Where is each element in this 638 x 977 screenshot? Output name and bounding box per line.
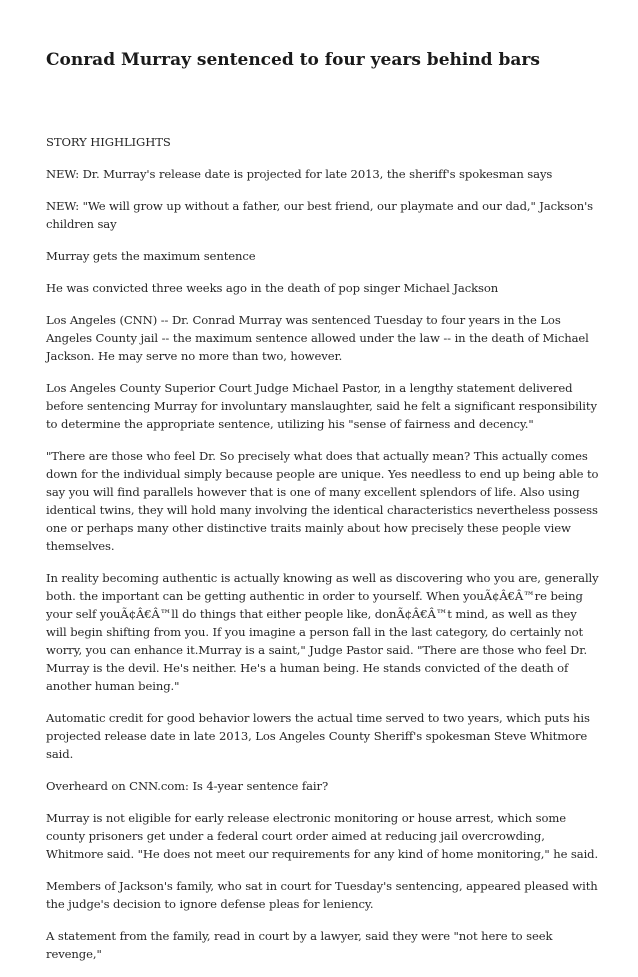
article-title: Conrad Murray sentenced to four years behind bars — [46, 50, 540, 70]
highlight-paragraph: NEW: Dr. Murray's release date is projected for late 2013, the sheriff's spokesman says — [46, 167, 553, 181]
article-paragraph: Automatic credit for good behavior lowers the actual time served to two years, which puts his projected release date in late 2013, Los Angeles County Sheriff's spokesman Steve Whitmore said. — [46, 711, 590, 761]
article-paragraph: Los Angeles (CNN) -- Dr. Conrad Murray was sentenced Tuesday to four years in the Los Angeles County jail -- the maximum sentence allowed under the law -- in the death of Michael Jackson. He may serve no more than two, however. — [46, 313, 589, 363]
article-paragraph: Overheard on CNN.com: Is 4-year sentence fair? — [46, 779, 329, 793]
article-paragraph: Los Angeles County Superior Court Judge Michael Pastor, in a lengthy statement delivered before sentencing Murray for involuntary manslaughter, said he felt a significant responsibility to determine the appropriate sentence, utilizing his "sense of fairness and decency." — [46, 381, 597, 431]
highlight-paragraph: Murray gets the maximum sentence — [46, 249, 256, 263]
article-paragraph: Members of Jackson's family, who sat in court for Tuesday's sentencing, appeared pleased with the judge's decision to ignore defense pleas for leniency. — [46, 879, 598, 911]
article-paragraph: Murray is not eligible for early release electronic monitoring or house arrest, which some county prisoners get under a federal court order aimed at reducing jail overcrowding, Whitmore said. "He does not meet our requirements for any kind of home monitoring," he said. — [46, 811, 599, 861]
article-body — [46, 133, 600, 977]
highlight-paragraph: NEW: "We will grow up without a father, our best friend, our playmate and our dad," Jackson's children say — [46, 199, 594, 231]
highlight-paragraph: He was convicted three weeks ago in the death of pop singer Michael Jackson — [46, 281, 499, 295]
story-highlights-heading: STORY HIGHLIGHTS — [46, 135, 171, 149]
article-paragraph: In reality becoming authentic is actually knowing as well as discovering who you are, generally both. the important can be getting authentic in order to yourself. When youÃ¢Â€Â™re being your self youÃ¢Â€Â™ll do things that either people like, donÃ¢Â€Â™t mind, as well as they will begin shifting from you. If you imagine a person fall in the last category, do certainly not worry, you can enhance it.Murray is a saint," Judge Pastor said. "There are those who feel Dr. Murray is the devil. He's neither. He's a human being. He stands convicted of the death of another human being." — [46, 571, 599, 693]
article-paragraph: A statement from the family, read in court by a lawyer, said they were "not here to seek revenge," — [46, 929, 553, 961]
article-paragraph: "There are those who feel Dr. So precisely what does that actually mean? This actually comes down for the individual simply because people are unique. Yes needless to end up being able to say you will find parallels however that is one of many excellent splendors of life. Also using identical twins, they will hold many involving the identical characteristics nevertheless possess one or perhaps many other distinctive traits mainly about how precisely these people view themselves. — [46, 449, 599, 553]
